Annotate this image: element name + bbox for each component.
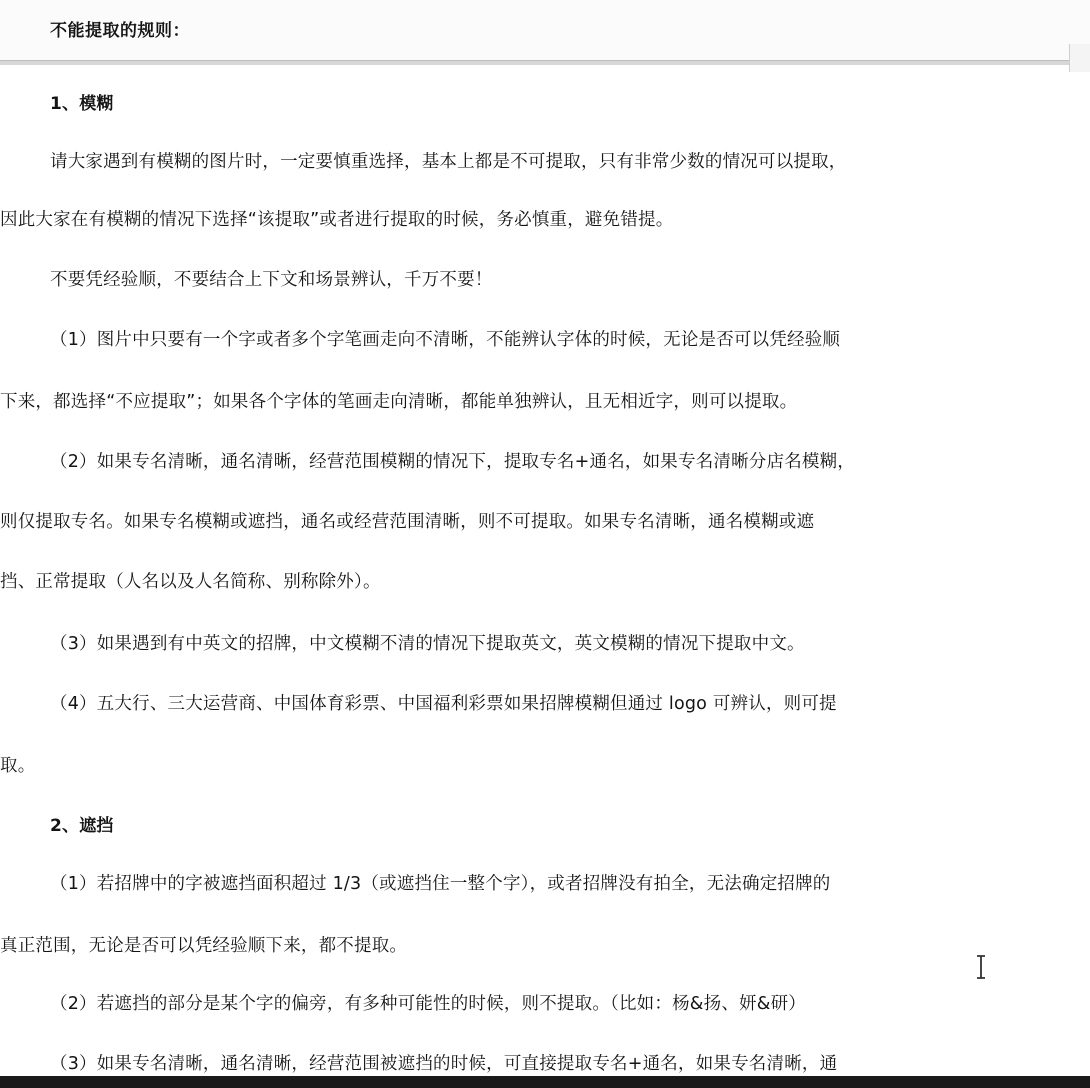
bottom-bar [0, 1076, 1090, 1088]
paragraph-line: 挡、正常提取（人名以及人名简称、别称除外）。 [0, 572, 381, 592]
paragraph-line: 因此大家在有模糊的情况下选择“该提取”或者进行提取的时候，务必慎重，避免错提。 [0, 210, 674, 230]
paragraph-line: 取。 [0, 756, 36, 776]
paragraph-line: （3）如果专名清晰，通名清晰，经营范围被遮挡的时候，可直接提取专名+通名，如果专名清晰，通 [50, 1054, 838, 1074]
section-heading: 1、模糊 [50, 94, 114, 114]
paragraph-line: 真正范围，无论是否可以凭经验顺下来，都不提取。 [0, 936, 408, 956]
paragraph-line: 则仅提取专名。如果专名模糊或遮挡，通名或经营范围清晰，则不可提取。如果专名清晰，通名模糊或遮 [0, 512, 815, 532]
section-heading: 2、遮挡 [50, 816, 114, 836]
paragraph-line: （1）若招牌中的字被遮挡面积超过 1/3（或遮挡住一整个字），或者招牌没有拍全，无法确定招牌的 [50, 874, 831, 894]
paragraph-line: （2）若遮挡的部分是某个字的偏旁，有多种可能性的时候，则不提取。（比如：杨&扬、妍&研） [50, 994, 806, 1014]
paragraph-line: （1）图片中只要有一个字或者多个字笔画走向不清晰，不能辨认字体的时候，无论是否可以凭经验顺 [50, 330, 841, 350]
paragraph-line: （2）如果专名清晰，通名清晰，经营范围模糊的情况下，提取专名+通名，如果专名清晰分店名模糊， [50, 452, 855, 472]
page-title: 不能提取的规则： [50, 21, 190, 41]
document-body [0, 64, 1090, 1074]
paragraph-line: 请大家遇到有模糊的图片时，一定要慎重选择，基本上都是不可提取，只有非常少数的情况可以提取， [50, 152, 847, 172]
paragraph-line: （4）五大行、三大运营商、中国体育彩票、中国福利彩票如果招牌模糊但通过 logo 可辨认，则可提 [50, 694, 837, 714]
paragraph-line: （3）如果遇到有中英文的招牌，中文模糊不清的情况下提取英文，英文模糊的情况下提取中文。 [50, 634, 805, 654]
paragraph-line: 下来，都选择“不应提取”；如果各个字体的笔画走向清晰，都能单独辨认，且无相近字，则可以提取。 [0, 392, 798, 412]
text-cursor-icon [974, 954, 988, 980]
paragraph-line: 不要凭经验顺，不要结合上下文和场景辨认，千万不要！ [50, 270, 493, 290]
page-header [0, 0, 1090, 60]
